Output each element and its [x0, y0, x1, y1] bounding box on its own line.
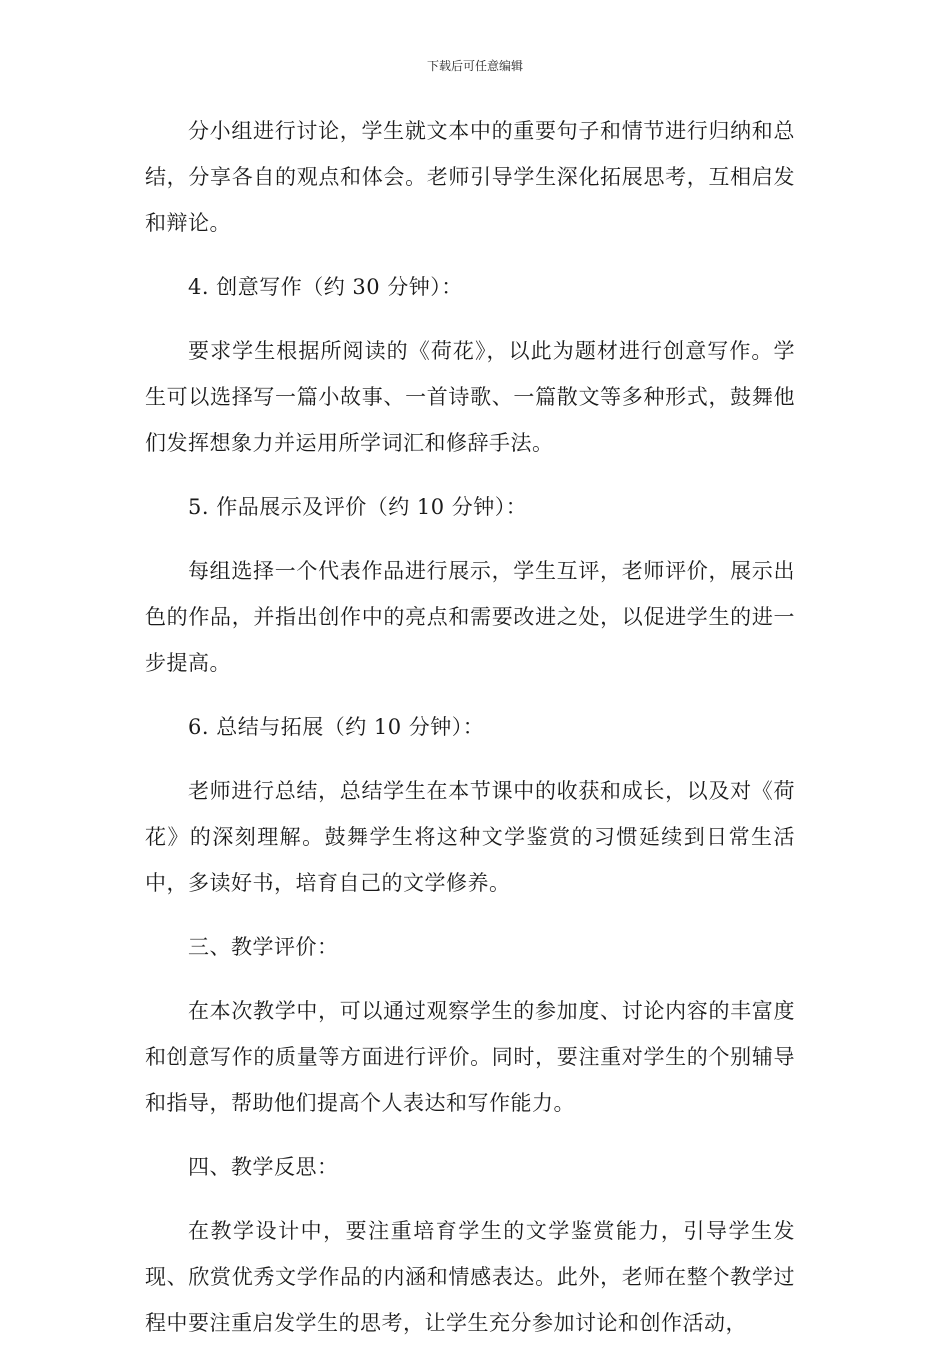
page-header: 下载后可任意编辑: [426, 59, 523, 73]
heading-creative-writing: 4. 创意写作（约 30 分钟）：: [188, 275, 463, 299]
heading-teaching-evaluation: 三、教学评价：: [188, 935, 339, 959]
heading-summary: 6. 总结与拓展（约 10 分钟）：: [188, 715, 485, 739]
heading-teaching-reflection: 四、教学反思：: [188, 1155, 339, 1179]
paragraph-group-discussion: 分小组进行讨论，学生就文本中的重要句子和情节进行归纳和总结，分享各自的观点和体会。老师引导学生深化拓展思考，互相启发和辩论。: [145, 119, 795, 235]
paragraph-summary: 老师进行总结，总结学生在本节课中的收获和成长，以及对《荷花》的深刻理解。鼓舞学生将这种文学鉴赏的习惯延续到日常生活中，多读好书，培育自己的文学修养。: [145, 779, 795, 895]
document-body: [145, 108, 795, 1346]
paragraph-teaching-evaluation: 在本次教学中，可以通过观察学生的参加度、讨论内容的丰富度和创意写作的质量等方面进行评价。同时，要注重对学生的个别辅导和指导，帮助他们提高个人表达和写作能力。: [145, 999, 795, 1115]
paragraph-creative-writing: 要求学生根据所阅读的《荷花》，以此为题材进行创意写作。学生可以选择写一篇小故事、一首诗歌、一篇散文等多种形式，鼓舞他们发挥想象力并运用所学词汇和修辞手法。: [145, 339, 795, 455]
paragraph-teaching-reflection: 在教学设计中，要注重培育学生的文学鉴赏能力，引导学生发现、欣赏优秀文学作品的内涵和情感表达。此外，老师在整个教学过程中要注重启发学生的思考，让学生充分参加讨论和创作活动，: [145, 1219, 795, 1335]
paragraph-work-display: 每组选择一个代表作品进行展示，学生互评，老师评价，展示出色的作品，并指出创作中的亮点和需要改进之处，以促进学生的进一步提高。: [145, 559, 795, 675]
heading-work-display: 5. 作品展示及评价（约 10 分钟）：: [188, 495, 528, 519]
